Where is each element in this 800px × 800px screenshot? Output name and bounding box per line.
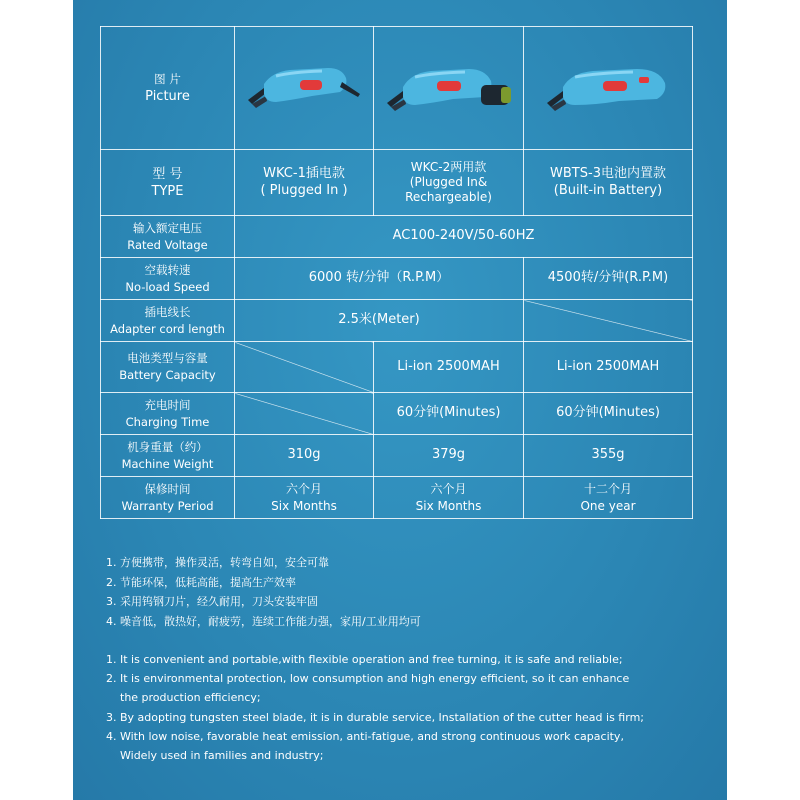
warranty-value-wkc1 — [235, 477, 374, 519]
warranty-value-wbts3 — [524, 477, 693, 519]
picture-header-cn: 图 片 — [154, 72, 181, 86]
model-sub: (Built-in Battery) — [553, 182, 663, 198]
electric-scissors-builtin-battery-image — [541, 59, 676, 117]
feature-cn-item: 1. 方便携带，操作灵活，转弯自如，安全可靠 — [106, 556, 329, 569]
spec-table — [100, 26, 693, 519]
speed-label-cn: 空载转速 — [144, 262, 191, 277]
weight-label-cn: 机身重量（约） — [127, 439, 208, 454]
voltage-value: AC100-240V/50-60HZ — [235, 216, 693, 258]
electric-scissors-plugged-image — [242, 60, 367, 116]
picture-wkc2 — [374, 27, 524, 150]
warranty-label-cn: 保修时间 — [144, 481, 191, 496]
cord-label-en: Adapter cord length — [110, 321, 225, 336]
warranty-cn: 六个月 — [285, 481, 322, 496]
speed-row — [101, 258, 693, 300]
speed-label — [101, 258, 235, 300]
cord-row — [101, 300, 693, 342]
type-header-cn: 型 号 — [152, 166, 183, 182]
cord-value: 2.5米(Meter) — [235, 300, 524, 342]
picture-header — [101, 27, 235, 150]
battery-label-en: Battery Capacity — [119, 368, 216, 382]
features-en-list — [106, 650, 716, 765]
feature-en-item: 2. It is environmental protection, low consumption and high energy efficient, so it can enhance — [106, 672, 630, 686]
model-wkc1 — [235, 150, 374, 216]
model-wkc2 — [374, 150, 524, 216]
weight-value-wkc1: 310g — [235, 435, 374, 477]
battery-row — [101, 342, 693, 393]
model-sub: ( Plugged In ) — [260, 182, 348, 198]
model-sub: Rechargeable) — [405, 190, 492, 204]
type-row — [101, 150, 693, 216]
feature-en-item-continued: Widely used in families and industry; — [120, 749, 324, 763]
battery-label-cn: 电池类型与容量 — [127, 351, 208, 365]
weight-label — [101, 435, 235, 477]
picture-wkc1 — [235, 27, 374, 150]
warranty-row — [101, 477, 693, 519]
warranty-label — [101, 477, 235, 519]
feature-en-item: 4. With low noise, favorable heat emission, anti-fatigue, and strong continuous work capacity, — [106, 729, 624, 743]
cord-empty-cell — [524, 300, 693, 342]
charging-label-cn: 充电时间 — [144, 397, 191, 412]
charging-value-wkc2: 60分钟(Minutes) — [374, 393, 524, 435]
feature-cn-item: 2. 节能环保，低耗高能，提高生产效率 — [106, 575, 296, 589]
weight-value-wbts3: 355g — [524, 435, 693, 477]
model-sub: (Plugged In& — [409, 175, 488, 189]
cord-label-cn: 插电线长 — [144, 304, 191, 319]
battery-empty-cell — [235, 342, 374, 393]
warranty-value-wkc2 — [374, 477, 524, 519]
features-cn-list — [106, 553, 706, 632]
type-header — [101, 150, 235, 216]
battery-value-wbts3: Li-ion 2500MAH — [524, 342, 693, 393]
model-name: WKC-2两用款 — [410, 160, 487, 174]
picture-header-en: Picture — [145, 89, 190, 104]
speed-label-en: No-load Speed — [125, 279, 210, 294]
electric-scissors-battery-image — [381, 59, 516, 117]
charging-label-en: Charging Time — [125, 414, 210, 429]
type-header-en: TYPE — [151, 183, 184, 199]
feature-en-item-continued: the production efficiency; — [120, 691, 261, 705]
weight-row — [101, 435, 693, 477]
charging-empty-cell — [235, 393, 374, 435]
warranty-cn: 六个月 — [430, 481, 467, 496]
battery-label — [101, 342, 235, 393]
model-name: WBTS-3电池内置款 — [550, 166, 666, 182]
warranty-cn: 十二个月 — [583, 481, 632, 496]
charging-label — [101, 393, 235, 435]
charging-row — [101, 393, 693, 435]
speed-value-wkc: 6000 转/分钟（R.P.M） — [235, 258, 524, 300]
picture-row — [101, 27, 693, 150]
model-wbts3 — [524, 150, 693, 216]
voltage-label — [101, 216, 235, 258]
warranty-en: Six Months — [415, 498, 482, 513]
voltage-label-cn: 输入额定电压 — [133, 220, 202, 235]
warranty-label-en: Warranty Period — [121, 498, 214, 513]
charging-value-wbts3: 60分钟(Minutes) — [524, 393, 693, 435]
cord-label — [101, 300, 235, 342]
speed-value-wbts3: 4500转/分钟(R.P.M) — [524, 258, 693, 300]
picture-wbts3 — [524, 27, 693, 150]
battery-value-wkc2: Li-ion 2500MAH — [374, 342, 524, 393]
feature-en-item: 3. By adopting tungsten steel blade, it is in durable service, Installation of the cutter head is firm; — [106, 710, 644, 724]
spec-sheet-page — [73, 0, 727, 800]
model-name: WKC-1插电款 — [263, 166, 345, 182]
feature-cn-item: 3. 采用钨钢刀片，经久耐用，刀头安装牢固 — [106, 595, 318, 609]
warranty-en: One year — [580, 498, 636, 513]
weight-label-en: Machine Weight — [121, 456, 214, 471]
warranty-en: Six Months — [271, 498, 337, 513]
voltage-row — [101, 216, 693, 258]
feature-cn-item: 4. 噪音低，散热好，耐疲劳，连续工作能力强，家用/工业用均可 — [106, 615, 421, 629]
voltage-label-en: Rated Voltage — [127, 237, 208, 252]
feature-en-item: 1. It is convenient and portable,with flexible operation and free turning, it is safe and reliable; — [106, 653, 623, 666]
weight-value-wkc2: 379g — [374, 435, 524, 477]
